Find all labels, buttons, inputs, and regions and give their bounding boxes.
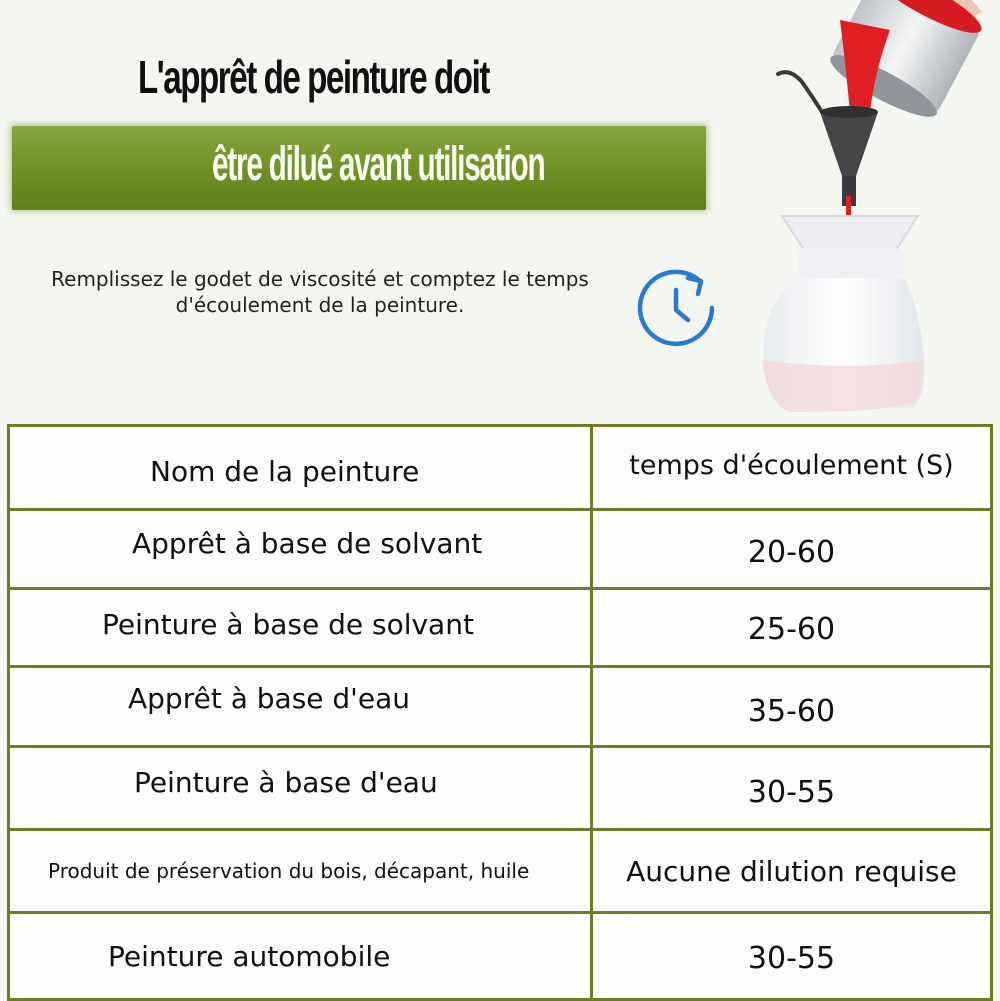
flow-time: Aucune dilution requise xyxy=(626,854,957,888)
clock-refresh-icon xyxy=(630,262,722,354)
table-cell xyxy=(9,747,592,830)
flow-time: 35-60 xyxy=(747,694,836,729)
flow-time-table xyxy=(7,424,993,1001)
paint-name: Peinture à base d'eau xyxy=(134,765,438,799)
table-row xyxy=(9,589,992,667)
instruction-text: Remplissez le godet de viscosité et comptez le temps d'écoulement de la peinture. xyxy=(51,267,589,317)
table-row xyxy=(9,747,992,830)
header-time: temps d'écoulement (S) xyxy=(629,450,954,481)
heading-line-2: être dilué avant utilisation xyxy=(212,138,545,191)
table-row xyxy=(9,913,992,1000)
header-name: Nom de la peinture xyxy=(150,455,420,488)
table-cell xyxy=(9,589,592,667)
table-cell xyxy=(592,830,992,913)
table-cell xyxy=(9,830,592,913)
table-header-cell xyxy=(592,426,992,510)
paint-name: Apprêt à base de solvant xyxy=(132,526,483,560)
table-cell xyxy=(592,510,992,589)
table-cell xyxy=(592,667,992,747)
flow-time: 25-60 xyxy=(747,612,836,647)
table-header-cell xyxy=(9,426,592,510)
paint-name: Apprêt à base d'eau xyxy=(128,682,411,715)
table-cell xyxy=(9,913,592,1000)
table-header-row xyxy=(9,426,992,510)
flow-time: 30-55 xyxy=(747,940,836,976)
flow-time: 20-60 xyxy=(747,534,836,570)
table-cell xyxy=(592,747,992,830)
table-cell xyxy=(9,667,592,747)
table-row xyxy=(9,667,992,747)
table-row xyxy=(9,830,992,913)
table-cell xyxy=(592,913,992,1000)
heading-line-1: L'apprêt de peinture doit xyxy=(138,51,489,103)
paint-name: Produit de préservation du bois, décapant, huile xyxy=(48,859,530,883)
paint-pouring-illustration xyxy=(750,0,1000,420)
paint-name: Peinture à base de solvant xyxy=(102,608,474,641)
paint-name: Peinture automobile xyxy=(108,939,391,973)
flow-time: 30-55 xyxy=(747,774,836,810)
table-cell xyxy=(9,510,592,589)
table-cell xyxy=(592,589,992,667)
table-row xyxy=(9,510,992,589)
